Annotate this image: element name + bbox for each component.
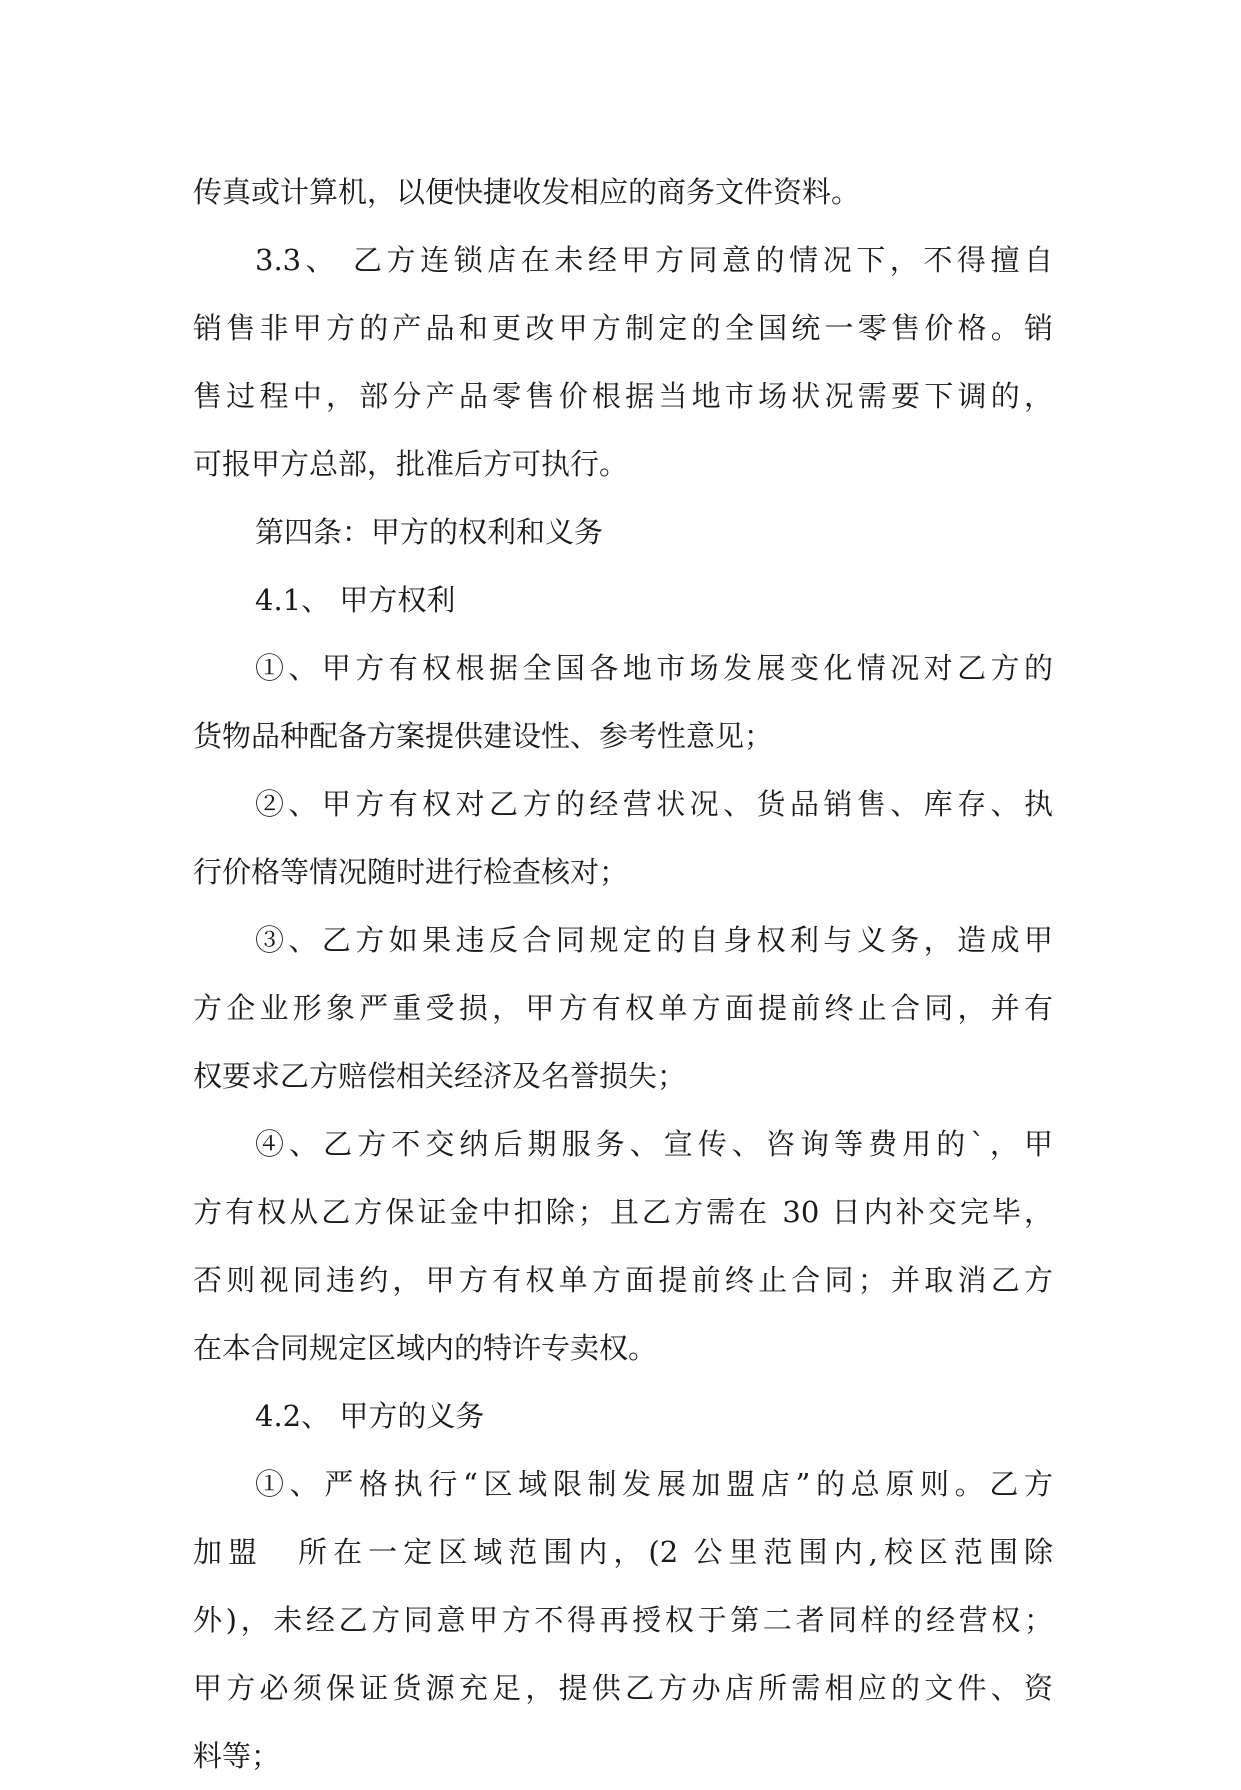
item-3-line: ③、乙方如果违反合同规定的自身权利与义务，造成甲 bbox=[255, 923, 1053, 957]
body-text-line: 在本合同规定区域内的特许专卖权。 bbox=[193, 1331, 658, 1365]
article-4-heading: 第四条：甲方的权利和义务 bbox=[255, 515, 604, 549]
body-text-line: 可报甲方总部，批准后方可执行。 bbox=[193, 447, 629, 481]
item-1-line: ①、严格执行“区域限制发展加盟店”的总原则。乙方 bbox=[255, 1467, 1053, 1501]
clause-4-1-heading: 4.1、 甲方权利 bbox=[255, 583, 456, 617]
body-text-line: 方有权从乙方保证金中扣除；且乙方需在 30 日内补交完毕， bbox=[193, 1195, 1053, 1229]
item-4-line: ④、乙方不交纳后期服务、宣传、咨询等费用的`，甲 bbox=[255, 1127, 1053, 1161]
body-text-line: 传真或计算机，以便快捷收发相应的商务文件资料。 bbox=[193, 175, 861, 209]
body-text-line: 销售非甲方的产品和更改甲方制定的全国统一零售价格。销 bbox=[193, 311, 1053, 345]
clause-4-2-heading: 4.2、 甲方的义务 bbox=[255, 1399, 485, 1433]
body-text-line: 售过程中，部分产品零售价根据当地市场状况需要下调的， bbox=[193, 379, 1053, 413]
clause-3-3-line: 3.3、 乙方连锁店在未经甲方同意的情况下，不得擅自 bbox=[255, 243, 1053, 277]
item-2-line: ②、甲方有权对乙方的经营状况、货品销售、库存、执 bbox=[255, 787, 1053, 821]
body-text-line: 货物品种配备方案提供建设性、参考性意见； bbox=[193, 719, 774, 753]
body-text-line: 否则视同违约，甲方有权单方面提前终止合同；并取消乙方 bbox=[193, 1263, 1053, 1297]
body-text-line: 甲方必须保证货源充足，提供乙方办店所需相应的文件、资 bbox=[193, 1671, 1053, 1705]
body-text-line: 行价格等情况随时进行检查核对； bbox=[193, 855, 629, 889]
body-text-line: 料等； bbox=[193, 1739, 281, 1773]
body-text-line: 外)，未经乙方同意甲方不得再授权于第二者同样的经营权； bbox=[193, 1603, 1053, 1637]
body-text-line: 加盟 所在一定区域范围内，(2 公里范围内,校区范围除 bbox=[193, 1535, 1053, 1569]
body-text-line: 方企业形象严重受损，甲方有权单方面提前终止合同，并有 bbox=[193, 991, 1053, 1025]
item-1-line: ①、甲方有权根据全国各地市场发展变化情况对乙方的 bbox=[255, 651, 1053, 685]
body-text-line: 权要求乙方赔偿相关经济及名誉损失； bbox=[193, 1059, 687, 1093]
document-page bbox=[193, 158, 1053, 1790]
